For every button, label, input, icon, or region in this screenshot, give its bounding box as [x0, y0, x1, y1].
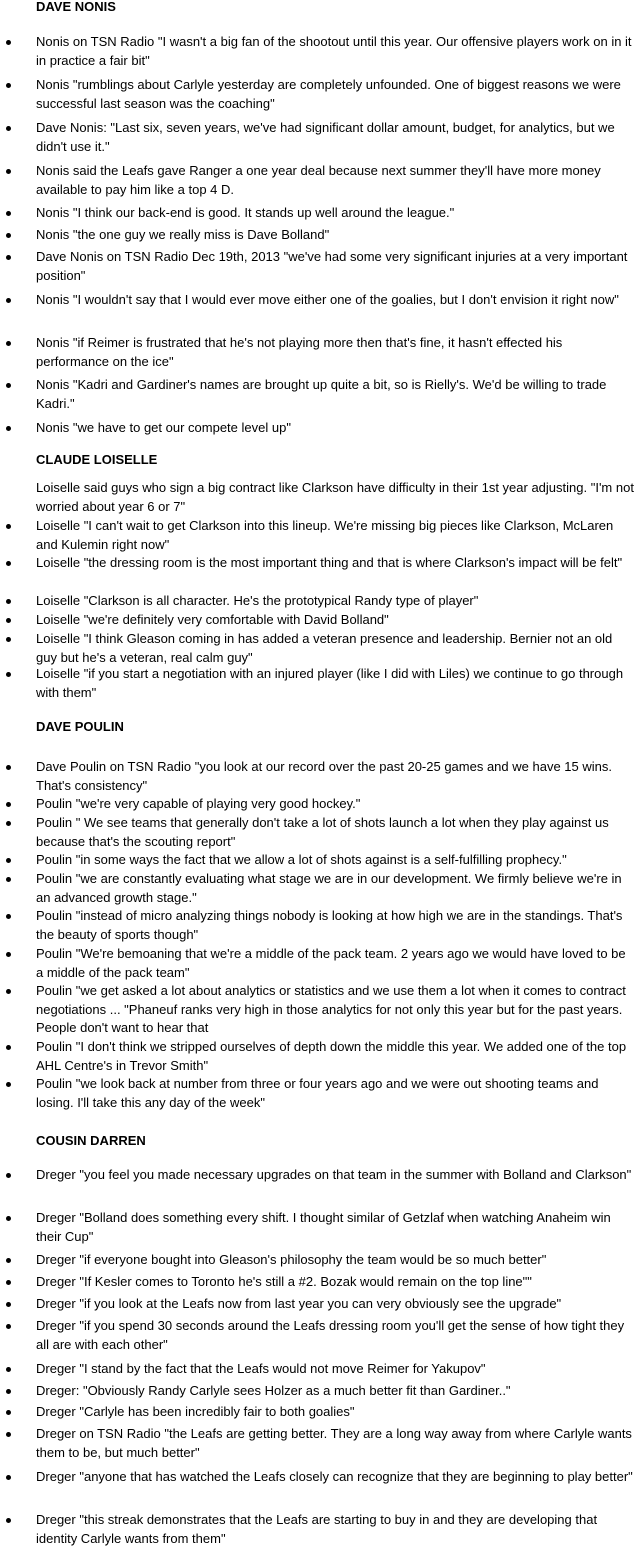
- list-item: Poulin "in some ways the fact that we allow a lot of shots against is a self-fulfilling prophecy.": [36, 851, 636, 870]
- list-item: Poulin "instead of micro analyzing things nobody is looking at how high we are in the standings. That's the beauty of sports though": [36, 907, 636, 944]
- list-item: Nonis "if Reimer is frustrated that he's not playing more then that's fine, it hasn't effected his performance on the ice": [36, 334, 636, 371]
- list-item: Nonis said the Leafs gave Ranger a one year deal because next summer they'll have more money available to pay him like a top 4 D.: [36, 162, 636, 199]
- list-item: Poulin "we get asked a lot about analytics or statistics and we use them a lot when it comes to contract negotiations ... "Phaneuf ranks very high in those analytics for not only this year but for the past years. People don't want to hear that: [36, 982, 636, 1038]
- list-item: Loiselle "Clarkson is all character. He's the prototypical Randy type of player": [36, 592, 636, 611]
- list-item: Dreger: "Obviously Randy Carlyle sees Holzer as a much better fit than Gardiner..": [36, 1382, 636, 1401]
- list-item: Dreger "anyone that has watched the Leafs closely can recognize that they are beginning to play better": [36, 1468, 636, 1487]
- list-item: Poulin "I don't think we stripped ourselves of depth down the middle this year. We added one of the top AHL Centre's in Trevor Smith": [36, 1038, 636, 1075]
- list-item: Loiselle "I think Gleason coming in has added a veteran presence and leadership. Bernier not an old guy but he's a veteran, real calm guy": [36, 630, 636, 667]
- list-item: Dreger "Carlyle has been incredibly fair to both goalies": [36, 1403, 636, 1422]
- list-item: Dreger "I stand by the fact that the Leafs would not move Reimer for Yakupov": [36, 1360, 636, 1379]
- list-item: Nonis "the one guy we really miss is Dave Bolland": [36, 226, 636, 245]
- list-item: Nonis "we have to get our compete level up": [36, 419, 636, 438]
- list-item: Nonis "I think our back-end is good. It stands up well around the league.": [36, 204, 636, 223]
- list-item: Loiselle "the dressing room is the most important thing and that is where Clarkson's impact will be felt": [36, 554, 636, 573]
- list-item: Poulin "we're very capable of playing very good hockey.": [36, 795, 636, 814]
- list-item: Dave Nonis: "Last six, seven years, we've had significant dollar amount, budget, for analytics, but we didn't use it.": [36, 119, 636, 156]
- list-item: Nonis "Kadri and Gardiner's names are brought up quite a bit, so is Rielly's. We'd be willing to trade Kadri.": [36, 376, 636, 413]
- list-item: Dreger "If Kesler comes to Toronto he's still a #2. Bozak would remain on the top line"": [36, 1273, 636, 1292]
- list-item: Dave Poulin on TSN Radio "you look at our record over the past 20-25 games and we have 15 wins. That's consistency": [36, 758, 636, 795]
- list-item: Nonis on TSN Radio "I wasn't a big fan of the shootout until this year. Our offensive players work on in it in practice a fair bit": [36, 33, 636, 70]
- list-item: Loiselle "if you start a negotiation with an injured player (like I did with Liles) we continue to go through with them": [36, 665, 636, 702]
- list-item: Nonis "I wouldn't say that I would ever move either one of the goalies, but I don't envision it right now": [36, 291, 636, 310]
- intro-paragraph: Loiselle said guys who sign a big contract like Clarkson have difficulty in their 1st year adjusting. "I'm not worried about year 6 or 7": [36, 480, 634, 514]
- list-item: Loiselle "we're definitely very comfortable with David Bolland": [36, 611, 636, 630]
- section-heading-dreger: COUSIN DARREN: [36, 1133, 146, 1148]
- list-item: Dreger "this streak demonstrates that the Leafs are starting to buy in and they are developing that identity Carlyle wants from them": [36, 1511, 636, 1548]
- section-heading-nonis: DAVE NONIS: [36, 0, 116, 14]
- list-item: Poulin " We see teams that generally don't take a lot of shots launch a lot when they play against us because that's the scouting report": [36, 814, 636, 851]
- list-item: Nonis "rumblings about Carlyle yesterday are completely unfounded. One of biggest reasons we were successful last season was the coaching": [36, 76, 636, 113]
- list-item: Dreger "if you look at the Leafs now from last year you can very obviously see the upgrade": [36, 1295, 636, 1314]
- list-item: Dreger "if you spend 30 seconds around the Leafs dressing room you'll get the sense of how tight they all are with each other": [36, 1317, 636, 1354]
- section-heading-poulin: DAVE POULIN: [36, 719, 124, 734]
- list-item: Dreger "if everyone bought into Gleason's philosophy the team would be so much better": [36, 1251, 636, 1270]
- list-item: Dreger "Bolland does something every shift. I thought similar of Getzlaf when watching Anaheim win their Cup": [36, 1209, 636, 1246]
- list-item: Poulin "We're bemoaning that we're a middle of the pack team. 2 years ago we would have loved to be a middle of the pack team": [36, 945, 636, 982]
- list-item: Poulin "we are constantly evaluating what stage we are in our development. We firmly believe we're in an advanced growth stage.": [36, 870, 636, 907]
- list-item: Dreger on TSN Radio "the Leafs are getting better. They are a long way away from where Carlyle wants them to be, but much better": [36, 1425, 636, 1462]
- list-item: Dreger "you feel you made necessary upgrades on that team in the summer with Bolland and Clarkson": [36, 1166, 636, 1185]
- list-item: Poulin "we look back at number from three or four years ago and we were out shooting teams and losing. I'll take this any day of the week": [36, 1075, 636, 1112]
- section-heading-loiselle: CLAUDE LOISELLE: [36, 452, 158, 467]
- list-item: Dave Nonis on TSN Radio Dec 19th, 2013 "we've had some very significant injuries at a very important position": [36, 248, 636, 285]
- list-item: Loiselle "I can't wait to get Clarkson into this lineup. We're missing big pieces like Clarkson, McLaren and Kulemin right now": [36, 517, 636, 554]
